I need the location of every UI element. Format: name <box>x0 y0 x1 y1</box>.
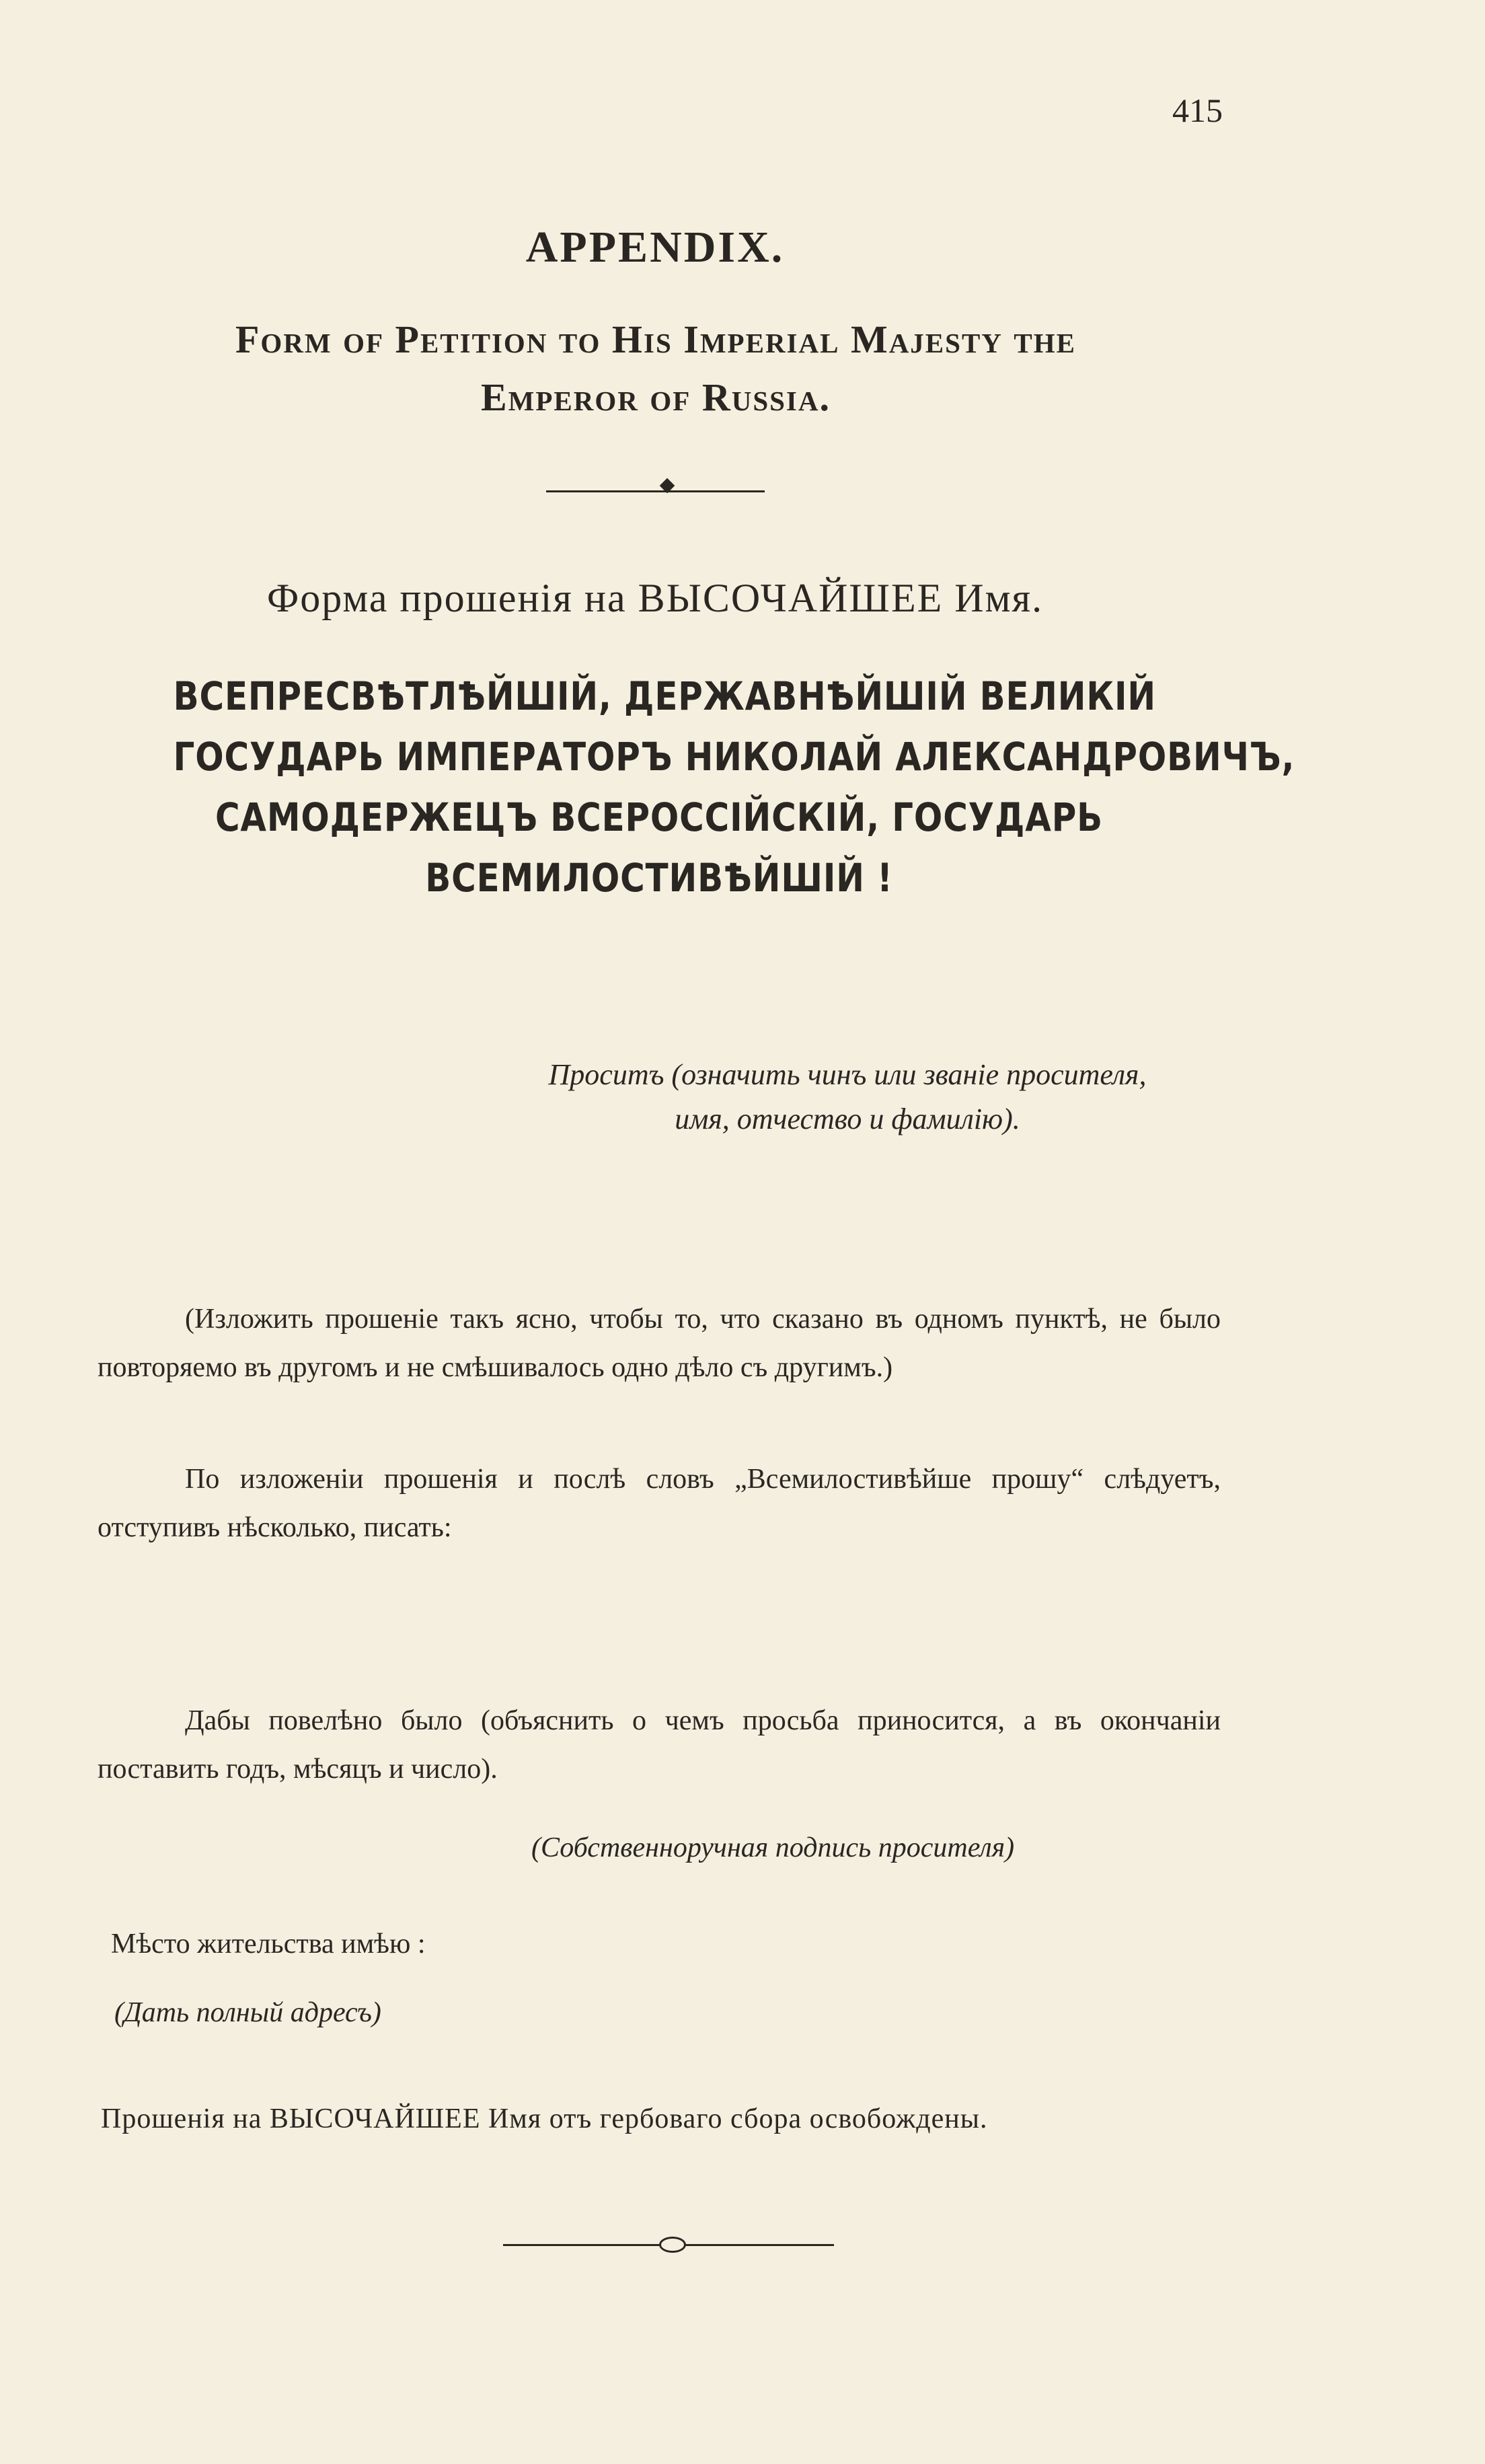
petitioner-line-2: имя, отчество и фамилію). <box>675 1103 1020 1135</box>
salutation-line-3: САМОДЕРЖЕЦЪ ВСЕРОССІЙСКІЙ, ГОСУДАРЬ <box>215 794 1104 840</box>
instruction-paragraph-1: (Изложить прошеніе такъ ясно, чтобы то, что сказано въ одномъ пунктѣ, не было повторяемо въ другомъ и не смѣшивалось одно дѣло съ другимъ.) <box>98 1304 1221 1383</box>
page-number: 415 <box>1172 91 1223 129</box>
instruction-paragraph-2: По изложеніи прошенія и послѣ словъ „Всемилостивѣйше прошу“ слѣдуетъ, отступивъ нѣсколько, писать: <box>98 1464 1221 1543</box>
form-heading-line-2: Emperor of Russia. <box>481 375 831 419</box>
salutation-line-1: ВСЕПРЕСВѢТЛѢЙШІЙ, ДЕРЖАВНѢЙШІЙ ВЕЛИКІЙ <box>173 673 1157 719</box>
petitioner-instruction <box>467 1053 1227 1142</box>
top-divider-rule <box>546 490 765 492</box>
imperial-salutation <box>173 666 1295 908</box>
address-note: (Дать полный адресъ) <box>114 1997 381 2028</box>
stamp-duty-exemption-note: Прошенія на ВЫСОЧАЙШЕЕ Имя отъ гербоваго сбора освобождены. <box>101 2103 988 2134</box>
salutation-line-2: ГОСУДАРЬ ИМПЕРАТОРЪ НИКОЛАЙ АЛЕКСАНДРОВИЧЪ, <box>173 734 1295 780</box>
residence-label: Мѣсто жительства имѣю : <box>111 1929 426 1959</box>
appendix-title: APPENDIX. <box>525 223 785 272</box>
oval-ornament-icon <box>659 2237 686 2253</box>
form-heading-line-1: Form of Petition to His Imperial Majesty the <box>235 318 1077 361</box>
form-heading <box>87 311 1224 426</box>
signature-note: (Собственноручная подпись просителя) <box>531 1832 1015 1863</box>
petitioner-line-1: Проситъ (означить чинъ или званіе просителя, <box>548 1058 1147 1091</box>
russian-form-title: Форма прошенія на ВЫСОЧАЙШЕЕ Имя. <box>266 576 1044 620</box>
salutation-line-4: ВСЕМИЛОСТИВѢЙШІЙ ! <box>425 855 893 901</box>
instruction-paragraph-3: Дабы повелѣно было (объяснить о чемъ просьба приносится, а въ окончаніи поставить годъ, мѣсяцъ и число). <box>98 1705 1221 1785</box>
